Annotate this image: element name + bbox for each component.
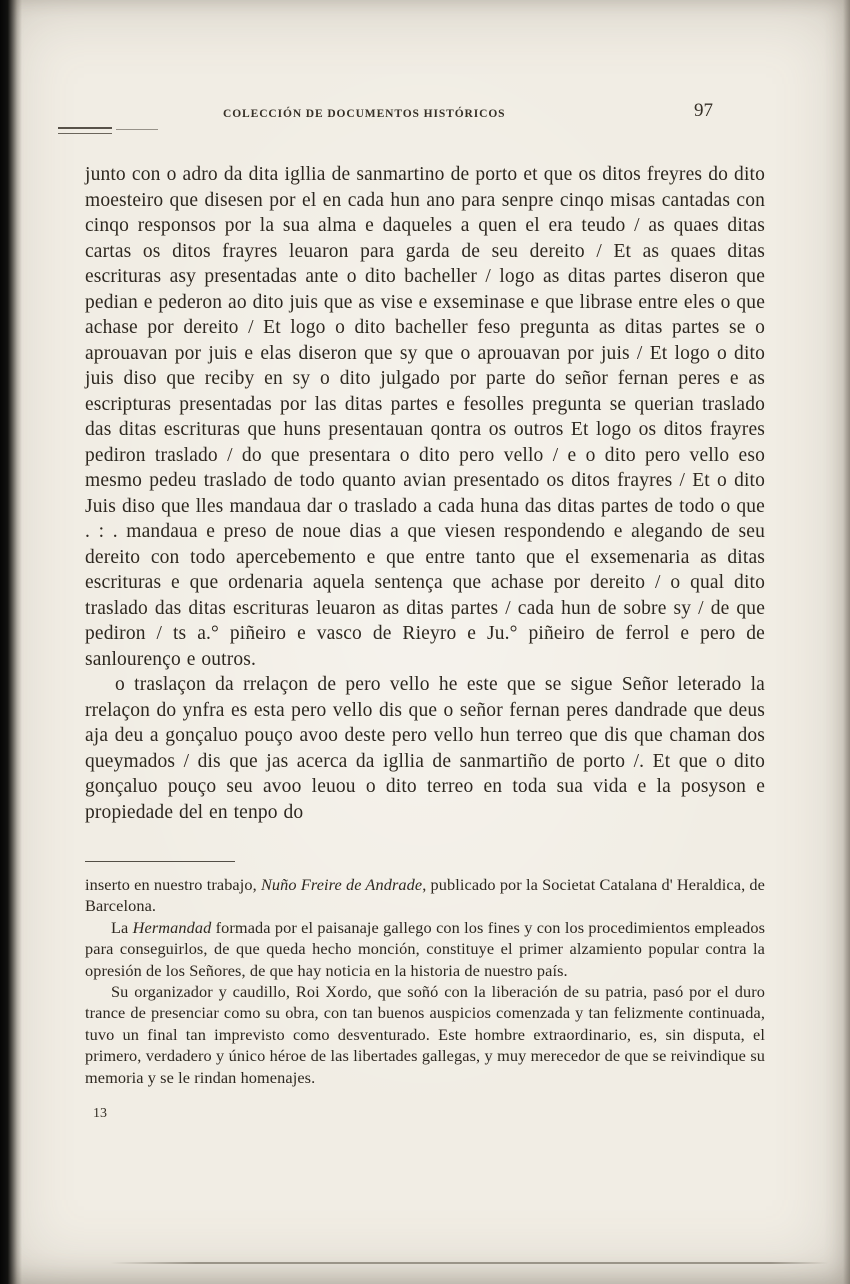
page-content [85,100,765,1122]
footnote-text-italic: Hermandad [132,917,212,937]
footnotes [85,874,765,1088]
footnote-text: formada por el paisanaje gallego con los fines y con los procedimientos empleados para conseguirlos, de que queda hecho monción, constituye el primer alzamiento popular contra la opresión de los Señores, de que hay noticia en la historia de nuestro país. [85,917,765,980]
page-bottom-edge [110,1262,828,1264]
footnote-text: Su organizador y caudillo, Roi Xordo, que soñó con la liberación de su patria, pasó por el duro trance de presenciar como su obra, con tan buenos auspicios comenzada y tan felizmente continuada, tuvo un final tan imprevisto como desventurado. Este hombre extraordinario, es, sin disputa, el primero, verdadero y único héroe de las libertades gallegas, y muy merecedor de que se reivindique su memoria y se le rindan homenajes. [85,982,765,1087]
page-right-edge-shadow [843,0,850,1284]
running-title: COLECCIÓN DE DOCUMENTOS HISTÓRICOS [223,108,506,120]
footnote-separator-rule [85,861,235,862]
footnote-text: inserto en nuestro trabajo, [85,875,261,894]
page-header [85,100,765,132]
footnote-text: , publicado por la Societat Catalana d' Heraldica, de Barcelona. [85,875,765,916]
document-body [85,162,765,825]
footnote-text: La [111,917,133,937]
footnote-paragraph [85,981,765,1088]
body-paragraph: o traslaçon da rrelaçon de pero vello he este que se sigue Señor leterado la rrelaçon do ynfra es esta pero vello dis que o señor fernan peres dandrade que deus aja deu a gonçaluo pouço avoo deste pero vello hun terreo que dis que chaman dos queymados / dis que jas acerca da igllia de sanmartiño de porto /. Et que o dito gonçaluo pouço seu avoo leuou o dito terreo en toda sua vida e la posyson e propiedade del en tenpo do [85,674,765,823]
signature-mark: 13 [93,1106,107,1122]
page-number: 97 [694,100,713,121]
footnote-text-italic: Nuño Freire de Andrade [260,875,423,894]
binding-shadow [0,0,22,1284]
footnote-paragraph [85,917,765,981]
body-paragraph: junto con o adro da dita igllia de sanmartino de porto et que os ditos freyres do dito moesteiro que disesen por el en cada hun ano para senpre cinqo misas cantadas con cinqo responsos por la sua alma e daqueles a quen el era teudo / as quaes ditas cartas os ditos frayres leuaron para garda de seu dereito / Et as quaes ditas escrituras asy presentadas ante o dito bacheller / logo as ditas partes diseron que pedian e pederon ao dito juis que as vise e exseminase e que librase entre eles o que achase por dereito / Et logo o dito bacheller feso pregunta as ditas partes se o aprouavan por juis e elas diseron que sy que o aprouavan por juis / Et logo o dito juis diso que reciby en sy o dito julgado por parte do señor fernan peres e as escripturas presentadas por las ditas partes e fesolles pregunta se querian traslado das ditas escrituras que huns presentauan qontra os outros Et logo os ditos frayres pediron traslado / do que presentara o dito pero vello / e o dito pero vello eso mesmo pedeu traslado de todo quanto avian presentado os ditos frayres / Et o dito Juis diso que lles mandaua dar o traslado a cada huna das ditas partes de todo o que . : . mandaua e preso de noue dias a que viesen respondendo e alegando de seu dereito con todo apercebemento e que entre tanto que el exsemenaria as ditas escrituras e que ordenaria aquela sentença que achase por dereito / o qual dito traslado das ditas escrituras leuaron as ditas partes / cada hun de sobre sy / de que pediron / ts a.° piñeiro e vasco de Rieyro e Ju.° piñeiro de ferrol e pero de sanlourenço e outros. [85,164,765,670]
footnote-paragraph [85,874,765,917]
